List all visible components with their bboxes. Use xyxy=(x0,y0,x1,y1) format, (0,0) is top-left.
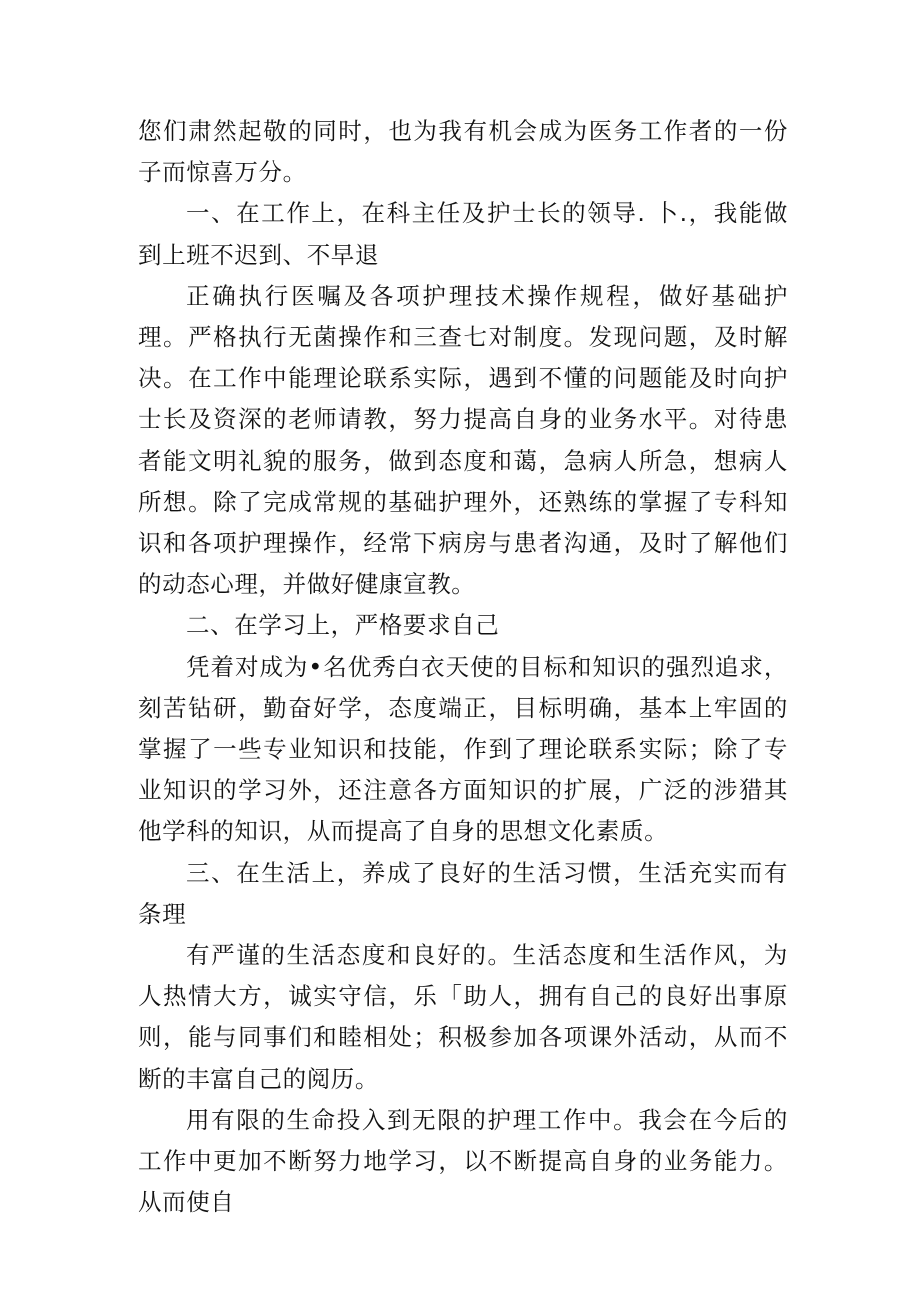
paragraph-life-details: 有严谨的生活态度和良好的。生活态度和生活作风，为人热情大方，诚实守信，乐「助人，拥有自己的良好出事原则，能与同事们和睦相处；积极参加各项课外活动，从而不断的丰富自己的阅历。 xyxy=(138,941,788,1093)
paragraph-conclusion: 用有限的生命投入到无限的护理工作中。我会在今后的工作中更加不断努力地学习，以不断提高自身的业务能力。从而使自 xyxy=(138,1105,788,1217)
paragraph-life-heading: 三、在生活上，养成了良好的生活习惯，生活充实而有条理 xyxy=(138,858,788,928)
paragraph-work-heading: 一、在工作上，在科主任及护士长的领导. 卜.，我能做到上班不迟到、不早退 xyxy=(138,199,788,269)
paragraph-work-details: 正确执行医嘱及各项护理技术操作规程，做好基础护理。严格执行无菌操作和三查七对制度。发现问题，及时解决。在工作中能理论联系实际，遇到不懂的问题能及时向护士长及资深的老师请教，努力提高自身的业务水平。对待患者能文明礼貌的服务，做到态度和蔼，急病人所急，想病人所想。除了完成常规的基础护理外，还熟练的掌握了专科知识和各项护理操作，经常下病房与患者沟通，及时了解他们的动态心理，并做好健康宣教。 xyxy=(138,281,788,599)
paragraph-study-details: 凭着对成为•名优秀白衣天使的目标和知识的强烈追求，刻苦钻研，勤奋好学，态度端正，目标明确，基本上牢固的掌握了一些专业知识和技能，作到了理论联系实际；除了专业知识的学习外，还注意各方面知识的扩展，广泛的涉猎其他学科的知识，从而提高了自身的思想文化素质。 xyxy=(138,652,788,846)
document-body xyxy=(138,111,788,1223)
paragraph-continuation: 您们肃然起敬的同时，也为我有机会成为医务工作者的一份子而惊喜万分。 xyxy=(138,117,788,187)
paragraph-study-heading: 二、在学习上，严格要求自己 xyxy=(186,611,500,640)
